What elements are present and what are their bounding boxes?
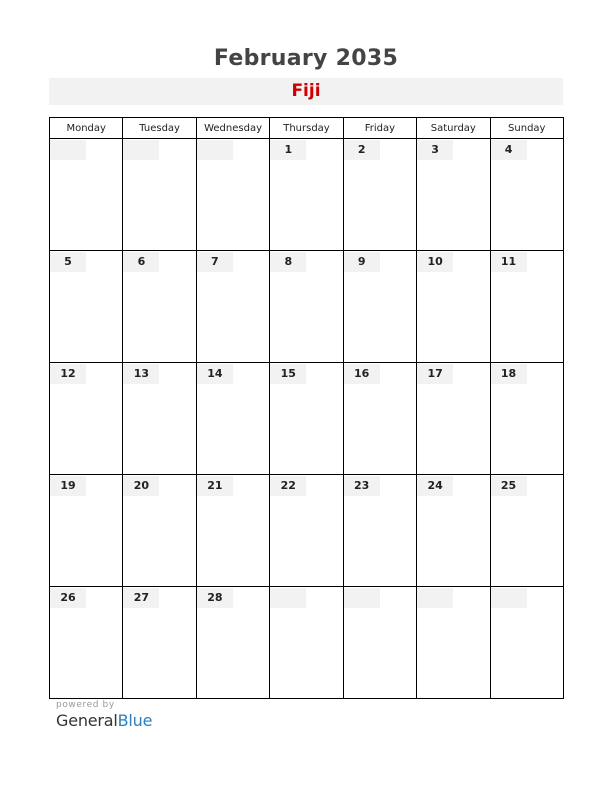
day-cell <box>417 363 490 475</box>
day-cell <box>343 587 416 699</box>
day-cell <box>50 363 123 475</box>
day-number: 23 <box>344 476 380 496</box>
day-cell <box>50 251 123 363</box>
day-cell <box>270 139 343 251</box>
day-cell <box>123 587 196 699</box>
day-cell <box>196 475 269 587</box>
day-cell <box>123 475 196 587</box>
day-cell <box>417 475 490 587</box>
day-cell <box>417 251 490 363</box>
day-cell <box>417 139 490 251</box>
day-cell <box>196 139 269 251</box>
day-number: 12 <box>50 364 86 384</box>
day-number: 16 <box>344 364 380 384</box>
empty-day-label <box>491 588 527 608</box>
weekday-thursday: Thursday <box>270 118 343 139</box>
weekday-monday: Monday <box>50 118 123 139</box>
empty-day-label <box>417 588 453 608</box>
region-label: Fiji <box>291 81 321 101</box>
day-cell <box>343 475 416 587</box>
day-number: 1 <box>270 140 306 160</box>
day-number: 14 <box>197 364 233 384</box>
brand-blue: Blue <box>117 711 153 730</box>
weekday-tuesday: Tuesday <box>123 118 196 139</box>
day-number: 8 <box>270 252 306 272</box>
brand-general: General <box>56 711 118 730</box>
day-number: 20 <box>123 476 159 496</box>
calendar-table <box>49 117 564 699</box>
day-number: 26 <box>50 588 86 608</box>
day-number: 25 <box>491 476 527 496</box>
week-row <box>50 475 564 587</box>
day-cell <box>490 251 563 363</box>
day-cell <box>343 251 416 363</box>
weekday-sunday: Sunday <box>490 118 563 139</box>
day-cell <box>196 363 269 475</box>
page-title: February 2035 <box>213 46 399 71</box>
day-number: 10 <box>417 252 453 272</box>
day-number: 24 <box>417 476 453 496</box>
day-cell <box>50 475 123 587</box>
day-cell <box>123 139 196 251</box>
week-row <box>50 139 564 251</box>
calendar-body <box>50 139 564 699</box>
day-cell <box>343 139 416 251</box>
day-number: 5 <box>50 252 86 272</box>
day-number: 18 <box>491 364 527 384</box>
footer <box>56 700 152 730</box>
day-cell <box>270 251 343 363</box>
day-cell <box>50 139 123 251</box>
day-cell <box>196 587 269 699</box>
calendar-grid <box>49 117 564 697</box>
day-number: 21 <box>197 476 233 496</box>
day-cell <box>270 363 343 475</box>
region-banner <box>49 78 563 105</box>
day-number: 3 <box>417 140 453 160</box>
empty-day-label <box>123 140 159 160</box>
day-number: 15 <box>270 364 306 384</box>
weekday-wednesday: Wednesday <box>196 118 269 139</box>
day-number: 27 <box>123 588 159 608</box>
week-row <box>50 587 564 699</box>
empty-day-label <box>197 140 233 160</box>
weekday-saturday: Saturday <box>417 118 490 139</box>
day-cell <box>196 251 269 363</box>
day-number: 17 <box>417 364 453 384</box>
brand-logo <box>56 711 152 730</box>
day-number: 6 <box>123 252 159 272</box>
day-cell <box>490 587 563 699</box>
day-cell <box>490 363 563 475</box>
day-number: 2 <box>344 140 380 160</box>
day-cell <box>123 363 196 475</box>
day-cell <box>490 139 563 251</box>
week-row <box>50 251 564 363</box>
day-cell <box>490 475 563 587</box>
day-cell <box>50 587 123 699</box>
day-cell <box>343 363 416 475</box>
day-number: 13 <box>123 364 159 384</box>
day-cell <box>123 251 196 363</box>
day-number: 4 <box>491 140 527 160</box>
powered-by-text: powered by <box>56 700 115 710</box>
day-number: 19 <box>50 476 86 496</box>
day-cell <box>417 587 490 699</box>
empty-day-label <box>50 140 86 160</box>
weekday-friday: Friday <box>343 118 416 139</box>
week-row <box>50 363 564 475</box>
day-number: 22 <box>270 476 306 496</box>
day-number: 28 <box>197 588 233 608</box>
day-cell <box>270 587 343 699</box>
empty-day-label <box>344 588 380 608</box>
day-cell <box>270 475 343 587</box>
day-number: 11 <box>491 252 527 272</box>
weekday-header-row <box>50 118 564 139</box>
empty-day-label <box>270 588 306 608</box>
day-number: 9 <box>344 252 380 272</box>
day-number: 7 <box>197 252 233 272</box>
